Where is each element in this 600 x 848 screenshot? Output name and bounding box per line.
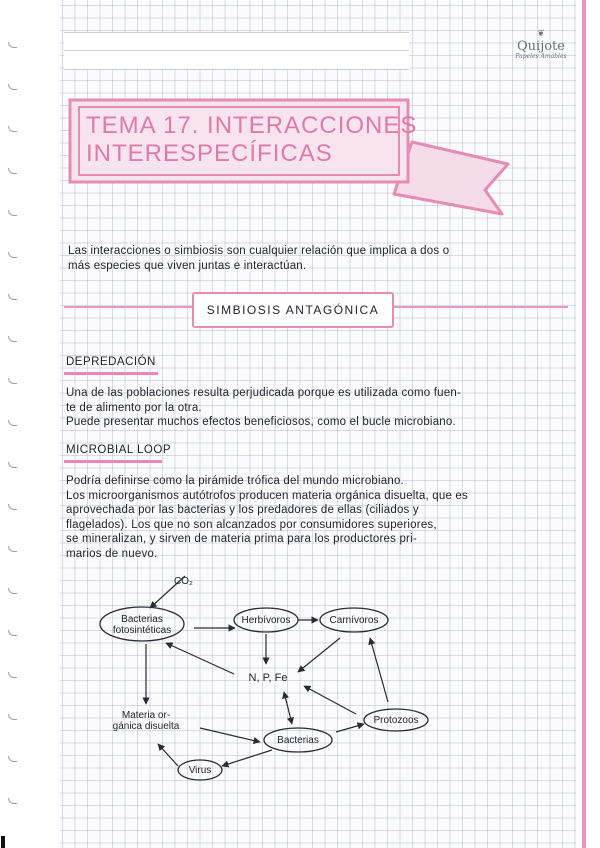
brand-logo xyxy=(512,30,570,60)
node-label: gánica disuelta xyxy=(112,721,180,732)
arrow-bacteria-to-protozoos xyxy=(336,724,364,732)
node-label: Virus xyxy=(188,765,212,776)
heading-underline xyxy=(64,460,162,463)
section-title-box: SIMBIOSIS ANTAGÓNICA xyxy=(192,292,394,328)
arrow-nutrients-to-bacteria xyxy=(166,643,234,674)
section-rule-right xyxy=(392,306,568,308)
text-line: Podría definirse como la pirámide trófica del mundo microbiano. xyxy=(66,475,404,487)
arrow-protozoos-to-nutrients xyxy=(304,686,356,714)
page-title xyxy=(86,112,426,168)
arrow-protozoos-to-carnivores xyxy=(370,638,388,702)
text-line: aprovechada por las bacterias y los predadores de ellas (ciliados y xyxy=(66,504,419,516)
arrow-carnivores-to-nutrients xyxy=(298,638,340,672)
scan-edge-mark xyxy=(1,836,5,848)
node-label: fotosintéticas xyxy=(112,625,172,636)
arrow-bacteria-to-virus xyxy=(222,750,272,766)
text-line: se mineralizan, y sirven de materia prima para los productores pri- xyxy=(66,533,417,545)
intro-line: más especies que viven juntas e interactúan. xyxy=(68,259,307,272)
node-label: Materia or- xyxy=(121,710,171,721)
node-label: Carnívoros xyxy=(329,615,379,626)
co2-label: CO₂ xyxy=(174,576,193,587)
microbial-loop-diagram xyxy=(60,568,576,798)
brand-tagline: Papeles Amables xyxy=(515,53,567,60)
node-label: Protozoos xyxy=(373,715,419,726)
arrow-nutrients-bacteria xyxy=(284,692,292,724)
intro-paragraph xyxy=(68,244,568,273)
pink-margin-line xyxy=(582,0,586,848)
arrow-organic-matter-to-bacteria xyxy=(200,728,260,742)
quill-icon: ❦ xyxy=(537,29,545,39)
text-line: flagelados). Los que no son alcanzados por consumidores superiores, xyxy=(66,518,437,531)
intro-line: Las interacciones o simbiosis son cualquier relación que implica a dos o xyxy=(68,245,450,257)
node-label: Herbívoros xyxy=(241,615,291,626)
right-margin xyxy=(576,0,600,848)
title-line-1: TEMA 17. INTERACCIONES xyxy=(86,112,418,139)
section-rule-left xyxy=(64,306,192,308)
microbial-loop-text xyxy=(66,474,572,561)
microbial-loop-heading: MICROBIAL LOOP xyxy=(66,444,171,456)
heading-underline xyxy=(64,372,158,375)
brand-name: Quijote xyxy=(517,39,565,54)
text-line: te de alimento por la otra. xyxy=(66,401,202,414)
date-header-box xyxy=(64,32,409,70)
depredacion-heading: DEPREDACIÓN xyxy=(66,356,156,368)
arrow-virus-to-organic-matter xyxy=(158,744,178,766)
depredacion-text xyxy=(66,386,572,430)
nutrients-label: N, P, Fe xyxy=(248,672,288,684)
text-line: Puede presentar muchos efectos beneficiosos, como el bucle microbiano. xyxy=(66,416,456,428)
text-line: marios de nuevo. xyxy=(66,547,158,560)
node-label: Bacterias xyxy=(277,735,319,746)
text-line: Los microorganismos autótrofos producen materia orgánica disuelta, que es xyxy=(66,489,468,502)
text-line: Una de las poblaciones resulta perjudicada porque es utilizada como fuen- xyxy=(66,387,461,399)
title-line-2: INTERESPECÍFICAS xyxy=(86,140,333,167)
node-label: Bacterias xyxy=(121,614,163,625)
